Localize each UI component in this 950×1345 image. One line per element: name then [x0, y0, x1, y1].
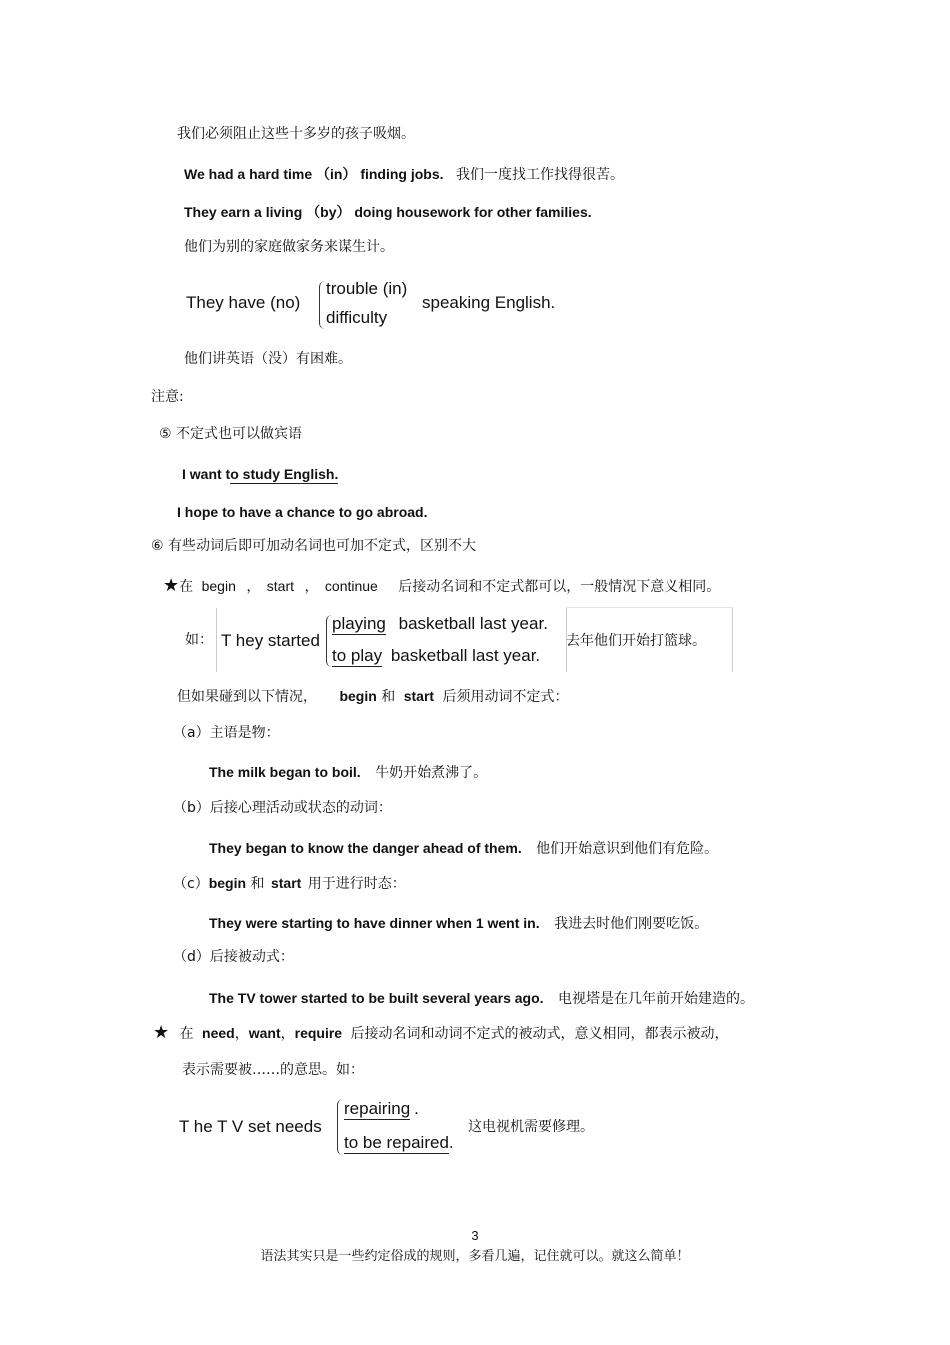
ex1-subject: They have (no)	[186, 293, 301, 312]
case-c-marker: （c）	[173, 876, 209, 892]
star2-rest: 后接动名词和动词不定式的被动式，意义相同，都表示被动，	[350, 1026, 729, 1042]
star-note-begin-start	[163, 576, 720, 597]
note-label: 注意:	[151, 389, 184, 405]
word-repairing: repairing	[344, 1099, 411, 1118]
star2-zai: 在	[179, 1026, 194, 1042]
example-zh: 我们一度找工作找得很苦。	[456, 167, 624, 183]
ex2-option-2-rest: basketball last year.	[390, 646, 541, 665]
example-en: We had a hard time （in） finding jobs.	[184, 166, 444, 182]
sentence-zh-stop-smoking: 我们必须阻止这些十多岁的孩子吸烟。	[177, 126, 415, 142]
case-b-example	[209, 838, 718, 859]
word-require: require	[294, 1025, 343, 1041]
word-want: want	[248, 1025, 281, 1041]
example-en: The milk began to boil.	[209, 764, 361, 780]
ex1-translation: 他们讲英语（没）有困难。	[184, 351, 352, 367]
table-border	[216, 608, 217, 672]
brace-symbol	[337, 1099, 344, 1155]
brace-symbol	[319, 281, 326, 329]
star1-rest: 后接动名词和不定式都可以，一般情况下意义相同。	[398, 579, 721, 595]
example-earn-living: They earn a living （by） doing housework for other families.	[184, 204, 592, 220]
ex3-option-2	[344, 1133, 454, 1153]
ex2-option-1	[332, 614, 548, 634]
case-a-label: （a）主语是物：	[173, 725, 280, 741]
example-en: The TV tower started to be built several years ago.	[209, 990, 544, 1006]
point-5-heading: ⑤ 不定式也可以做宾语	[159, 426, 303, 442]
example-zh: 电视塔是在几年前开始建造的。	[558, 991, 754, 1007]
word-start: start	[403, 688, 435, 704]
point-5-example-2: I hope to have a chance to go abroad.	[177, 504, 428, 520]
example-zh: 他们开始意识到他们有危险。	[536, 841, 719, 857]
word-playing: playing	[332, 614, 386, 633]
ex2-subject: T hey started	[221, 631, 320, 650]
case-a-example	[209, 762, 487, 783]
comma: ，	[234, 1026, 249, 1042]
case-d-example	[209, 988, 754, 1009]
table-border	[732, 608, 733, 672]
star2-continuation: 表示需要被……的意思。如：	[182, 1062, 364, 1078]
ex1-option-1: trouble (in)	[326, 279, 408, 298]
but-line	[177, 686, 569, 707]
star-note-need-want	[153, 1023, 729, 1044]
word-start: start	[266, 578, 294, 594]
but-text-e: 后须用动词不定式：	[442, 689, 569, 705]
star-icon: ★	[153, 1022, 170, 1043]
word-continue: continue	[324, 578, 378, 594]
point-6-heading: ⑥ 有些动词后即可加动名词也可加不定式，区别不大	[151, 538, 476, 554]
period: .	[414, 1099, 419, 1118]
example-zh: 我进去时他们刚要吃饭。	[554, 916, 709, 932]
ex2-option-1-rest: basketball last year.	[398, 614, 548, 633]
example-en: They were starting to have dinner when 1 went in.	[209, 915, 540, 931]
but-text-a: 但如果碰到以下情况，	[177, 689, 317, 705]
example-earn-living-zh: 他们为别的家庭做家务来谋生计。	[184, 239, 394, 255]
text-he: 和	[250, 876, 265, 892]
ex3-translation: 这电视机需要修理。	[468, 1119, 594, 1135]
comma: ，	[280, 1026, 295, 1042]
word-start: start	[270, 875, 302, 891]
case-c-rest: 用于进行时态：	[307, 876, 406, 892]
case-b-label: （b）后接心理活动或状态的动词：	[173, 800, 392, 816]
ex3-option-1	[344, 1099, 419, 1119]
case-c-label	[173, 873, 406, 894]
point-5-example-1	[182, 464, 338, 484]
word-need: need	[202, 1025, 235, 1041]
word-begin: begin	[201, 578, 236, 594]
case-c-example	[209, 913, 708, 934]
p5-ex1-underlined: o study English.	[230, 466, 339, 482]
table-border	[566, 607, 733, 608]
word-begin: begin	[208, 875, 247, 891]
words-to-be-repaired: to be repaired	[344, 1133, 449, 1152]
words-to-play: to play	[332, 646, 383, 665]
comma: ，	[246, 578, 261, 594]
word-begin: begin	[339, 688, 377, 704]
comma: ，	[304, 578, 319, 594]
but-text-he: 和	[381, 689, 396, 705]
ex2-translation: 去年他们开始打篮球。	[566, 633, 706, 649]
ex1-option-2: difficulty	[326, 308, 388, 327]
ex2-option-2	[332, 646, 540, 666]
example-en: They began to know the danger ahead of them.	[209, 840, 522, 856]
page-number: 3	[471, 1228, 479, 1243]
star-icon: ★	[163, 575, 180, 596]
example-zh: 牛奶开始煮沸了。	[375, 765, 488, 781]
example-hard-time	[184, 164, 624, 185]
footer-motto: 语法其实只是一些约定俗成的规则，多看几遍，记住就可以。就这么简单！	[260, 1249, 690, 1264]
ex1-tail: speaking English.	[422, 293, 556, 312]
p5-ex1-part-a: I want t	[182, 466, 231, 482]
ex3-subject: T he T V set needs	[179, 1117, 322, 1136]
star1-zai: 在	[179, 579, 194, 595]
period: .	[448, 1133, 454, 1152]
case-d-label: （d）后接被动式：	[173, 949, 294, 965]
ex2-ru-label: 如：	[185, 632, 213, 648]
